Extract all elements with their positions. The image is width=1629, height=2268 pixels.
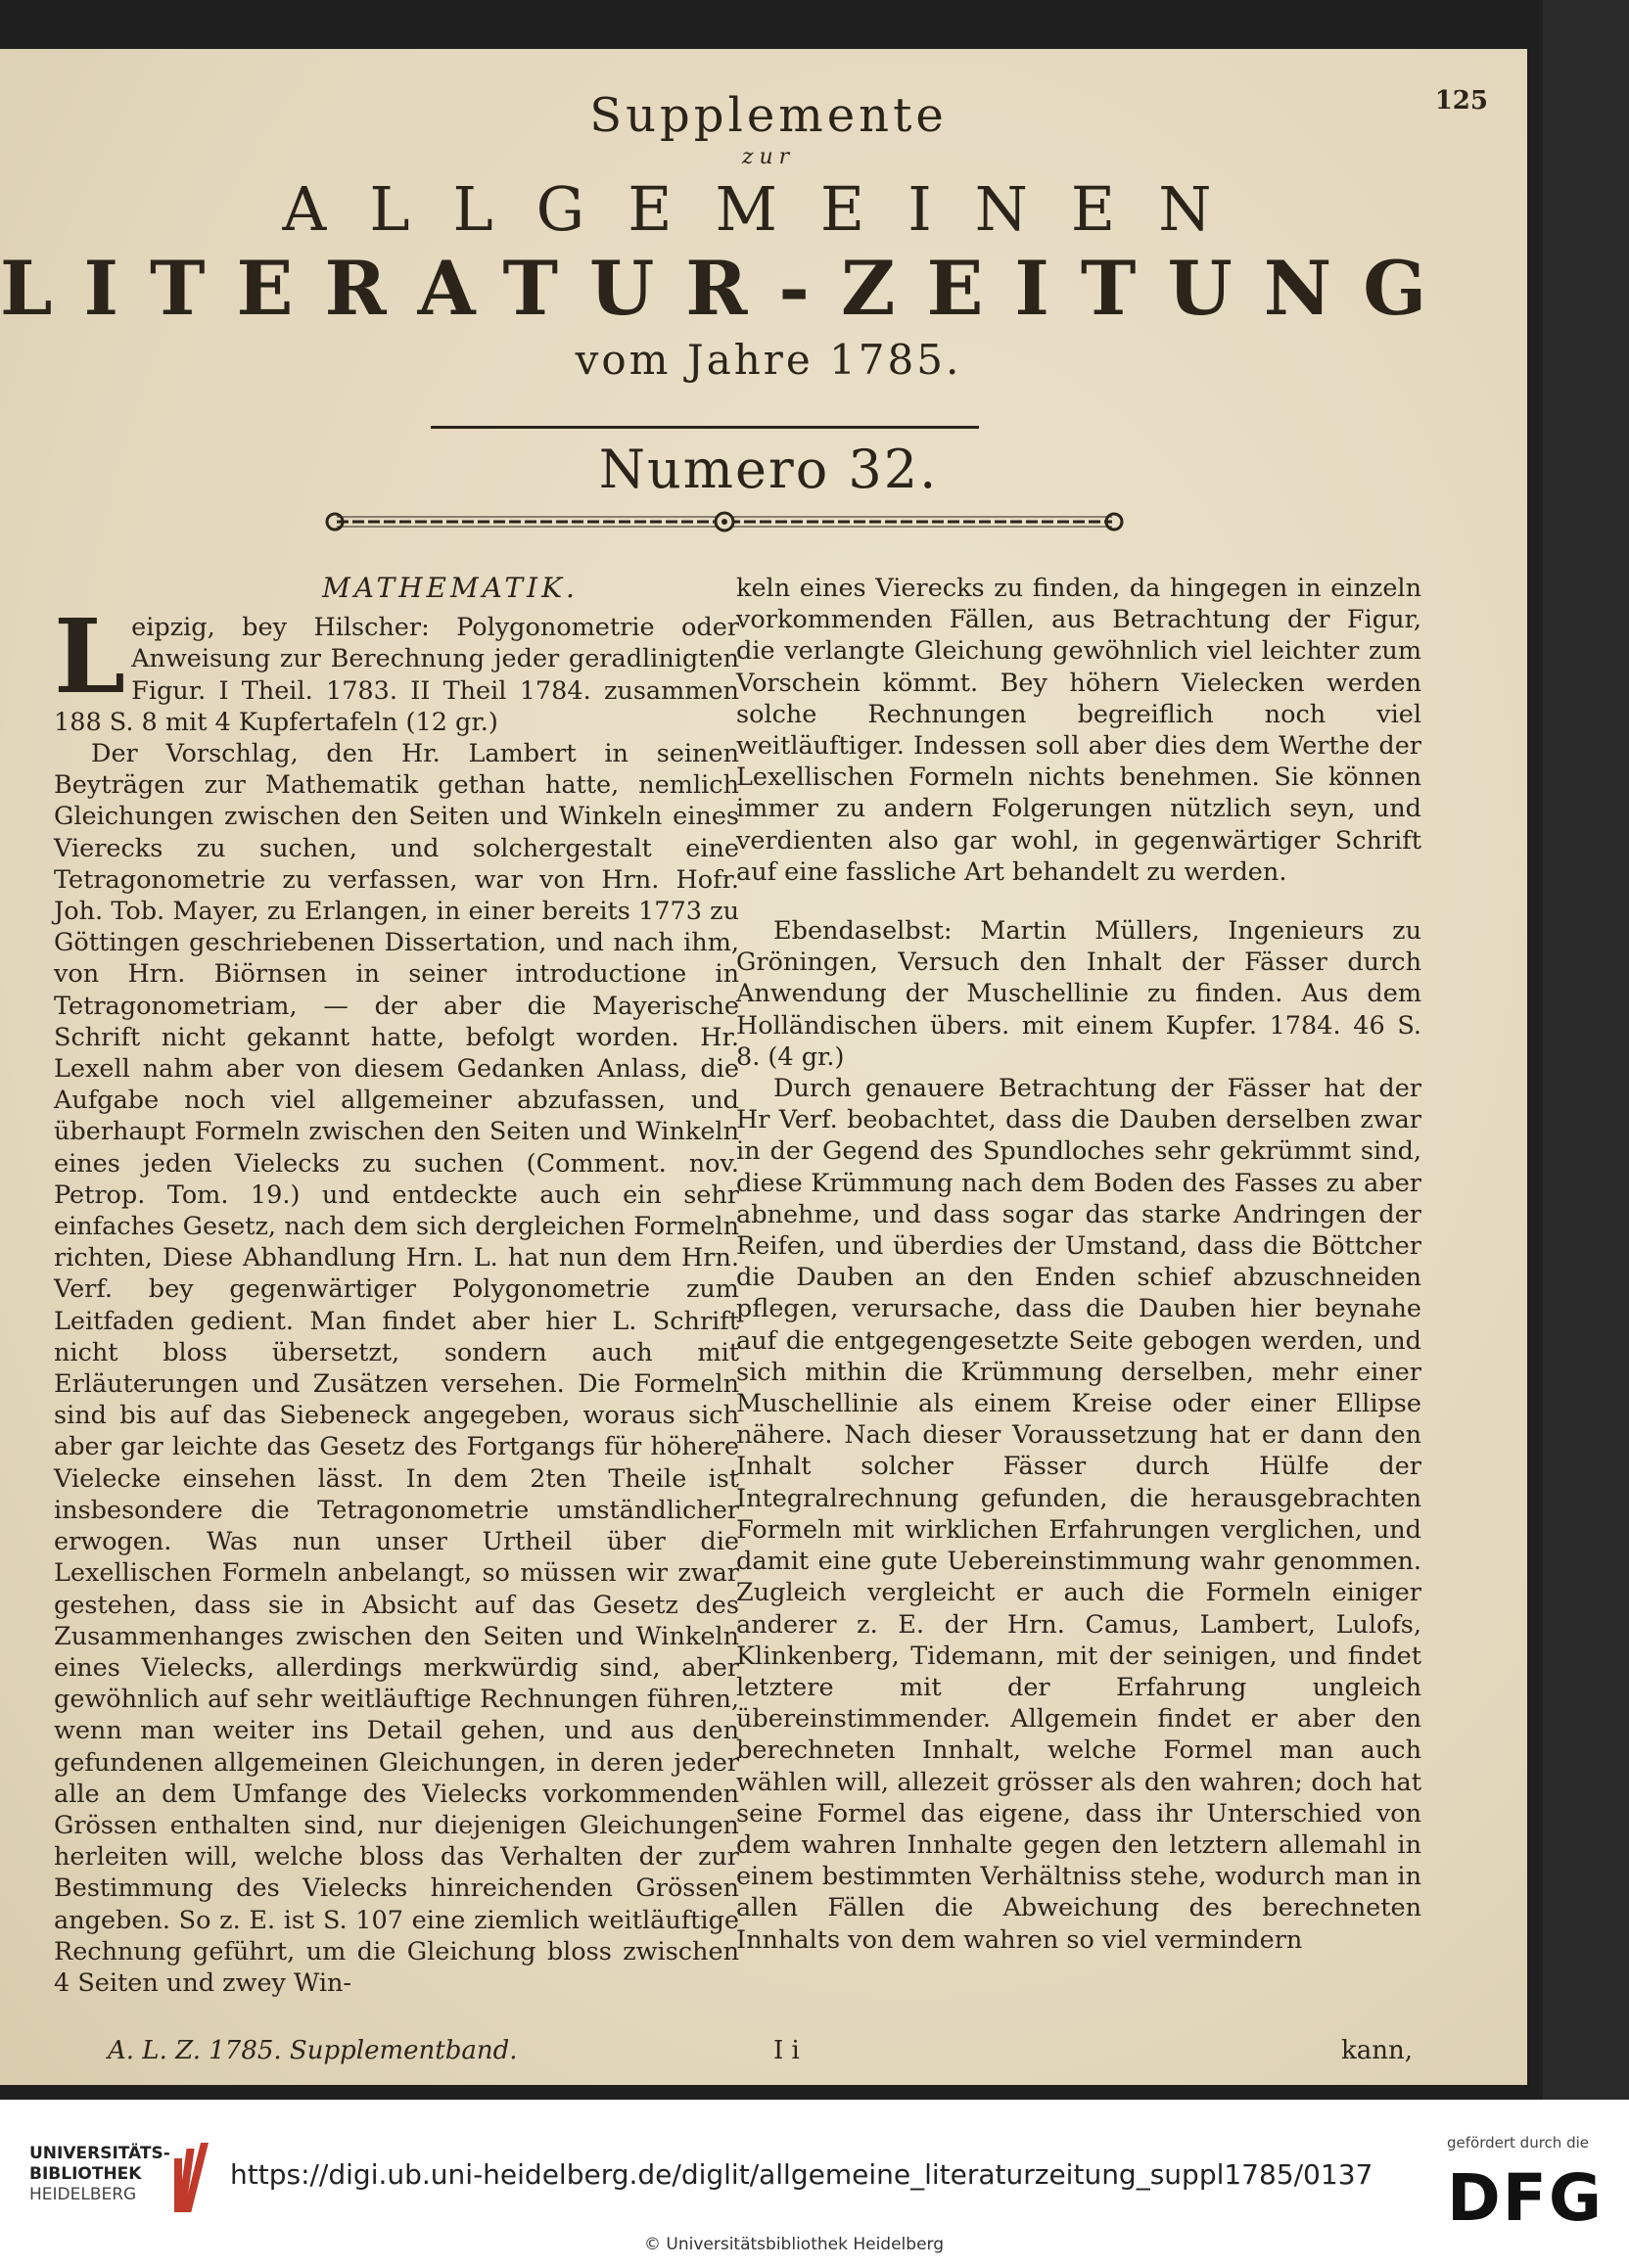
masthead-literatur-zeitung: LITERATUR-ZEITUNG	[0, 245, 1459, 332]
right-column	[736, 573, 1421, 1956]
ornament-divider	[323, 509, 1126, 534]
funded-by-label: gefördert durch die	[1447, 2134, 1589, 2152]
masthead-allgemeinen: ALLGEMEINEN	[282, 173, 1255, 245]
section-heading-mathematik: MATHEMATIK.	[322, 572, 579, 604]
review-faesser-body: Durch genauere Betrachtung der Fässer hat der Hr Verf. beobachtet, dass die Dauben derselben zwar in der Gegend des Spundloches sehr gekrümmt sind, diese Krümmung nach dem Boden des Fasses zu aber abnehme, und dass sogar das starke Andringen der Reifen, und überdies der Umstand, dass die Böttcher die Dauben an den Enden schief abzuschneiden pflegen, verursache, dass die Dauben hier beynahe auf die entgegengesetzte Seite gebogen werden, und sich mithin die Krümmung derselben, mehr einer Muschellinie als einem Kreise oder einer Ellipse nähere. Nach dieser Voraussetzung hat er dann den Inhalt solcher Fässer durch Hülfe der Integralrechnung gefunden, die herausgebrachten Formeln mit wirklichen Erfahrungen verglichen, und damit eine gute Uebereinstimmung wahr genommen. Zugleich vergleicht er auch die Formeln einiger anderer z. E. der Hrn. Camus, Lambert, Lulofs, Klinkenberg, Tidemann, mit der seinigen, und findet letztere mit der Erfahrung ungleich übereinstimmender. Allgemein findet er aber den berechneten Innhalt, welche Formel man auch wählen will, allezeit grösser als den wahren; doch hat seine Formel das eigene, dass ihr Unterschied von dem wahren Innhalte gegen den letztern allemahl in einem bestimmten Verhältniss stehe, wodurch man in allen Fällen die Abweichung des berechneten Innhalts von dem wahren so viel vermindern	[736, 1074, 1421, 1955]
masthead-zur: zur	[741, 145, 796, 169]
review-body: Der Vorschlag, den Hr. Lambert in seinen Beyträgen zur Mathematik gethan hatte, nemlich Gleichungen zwischen den Seiten und Winkeln eines Vierecks zu suchen, und solchergestalt eine Tetragonometrie zu verfassen, war von Hrn. Hofr. Joh. Tob. Mayer, zu Erlangen, in einer bereits 1773 zu Göttingen geschriebenen Dissertation, und nach ihm, von Hrn. Biörnsen in seiner introductione in Tetragonometriam, — der aber die Mayerische Schrift nicht gekannt hatte, befolgt worden. Hr. Lexell nahm aber von diesem Gedanken Anlass, die Aufgabe noch viel allgemeiner abzufassen, und überhaupt Formeln zwischen den Seiten und Winkeln eines jeden Vielecks zu suchen (Comment. nov. Petrop. Tom. 19.) und entdeckte auch ein sehr einfaches Gesetz, nach dem sich dergleichen Formeln richten, Diese Abhandlung Hrn. L. hat nun dem Hrn. Verf. bey gegenwärtiger Polygonometrie zum Leitfaden gedient. Man findet aber hier L. Schrift nicht bloss übersetzt, sondern auch mit Erläuterungen und Zusätzen versehen. Die Formeln sind bis auf das Siebeneck angegeben, woraus sich aber gar leichte das Gesetz des Fortgangs für höhere Vielecke einsehen lässt. In dem 2ten Theile ist insbesondere die Tetragonometrie umständlicher erwogen. Was nun unser Urtheil über die Lexellischen Formeln anbelangt, so müssen wir zwar gestehen, dass sie in Absicht auf das Gesetz des Zusammenhanges zwischen den Seiten und Winkeln eines Vielecks, allerdings merkwürdig sind, aber gewöhnlich auf sehr weitläuftige Rechnungen führen, wenn man weiter ins Detail gehen, und aus den gefundenen allgemeinen Gleichungen, in deren jeder alle an dem Umfange des Vielecks vorkommenden Grössen enthalten sind, nur diejenigen Gleichungen herleiten will, welche bloss das Verhalten der zur Bestimmung des Vielecks hinreichenden Grössen angeben. So z. E. ist S. 107 eine ziemlich weitläuftige Rechnung geführt, um die Gleichung bloss zwischen 4 Seiten und zwey Win-	[54, 739, 739, 1998]
library-name-line1: UNIVERSITÄTS-	[29, 2144, 170, 2163]
review-leipzig-text: eipzig, bey Hilscher: Polygonometrie oder Anweisung zur Berechnung jeder geradlinigten Figur. I Theil. 1783. II Theil 1784. zusammen 188 S. 8 mit 4 Kupfertafeln (12 gr.)	[54, 613, 739, 737]
library-logo[interactable]	[29, 2144, 170, 2205]
footer-signature: I i	[773, 2036, 800, 2065]
footer-catchword: kann,	[1341, 2036, 1414, 2065]
viewer-bottom-bar	[0, 2100, 1629, 2268]
newspaper-page	[0, 49, 1527, 2085]
copyright-notice: © Universitätsbibliothek Heidelberg	[644, 2235, 945, 2254]
issue-number: Numero 32.	[598, 439, 939, 500]
footer-volume: A. L. Z. 1785. Supplementband.	[108, 2036, 518, 2065]
masthead-year: vom Jahre 1785.	[575, 336, 962, 384]
permalink-url[interactable]: https://digi.ub.uni-heidelberg.de/diglit/allgemeine_literaturzeitung_suppl1785/0137	[230, 2158, 1373, 2191]
dfg-logo[interactable]: DFG	[1447, 2160, 1605, 2236]
review-leipzig	[54, 596, 739, 738]
masthead-rule	[431, 426, 979, 429]
drop-cap: L	[54, 596, 126, 717]
masthead	[0, 88, 1459, 384]
review-ebendaselbst: Ebendaselbst: Martin Müllers, Ingenieurs zu Gröningen, Versuch den Inhalt der Fässer durch Anwendung der Muschellinie zu finden. Aus dem Holländischen übers. mit einem Kupfer. 1784. 46 S. 8. (4 gr.)	[736, 916, 1421, 1072]
library-logo-icon	[168, 2139, 222, 2217]
library-name-line2: BIBLIOTHEK	[29, 2164, 142, 2184]
left-column	[54, 573, 739, 1999]
page-number: 125	[1434, 86, 1488, 116]
spacer	[736, 888, 1421, 915]
review-continuation: keln eines Vierecks zu finden, da hingegen in einzeln vorkommenden Fällen, aus Betrachtung der Figur, die verlangte Gleichung gewöhnlich viel leichter zum Vorschein kömmt. Bey höhern Vielecken werden solche Rechnungen begreiflich noch viel weitläuftiger. Indessen soll aber dies dem Werthe der Lexellischen Formeln nichts benehmen. Sie können immer zu andern Folgerungen nützlich seyn, und verdienten also gar wohl, in gegenwärtiger Schrift auf eine fassliche Art behandelt zu werden.	[736, 574, 1421, 887]
masthead-supplemente: Supplemente	[589, 88, 948, 143]
library-name-line3: HEIDELBERG	[29, 2185, 137, 2204]
